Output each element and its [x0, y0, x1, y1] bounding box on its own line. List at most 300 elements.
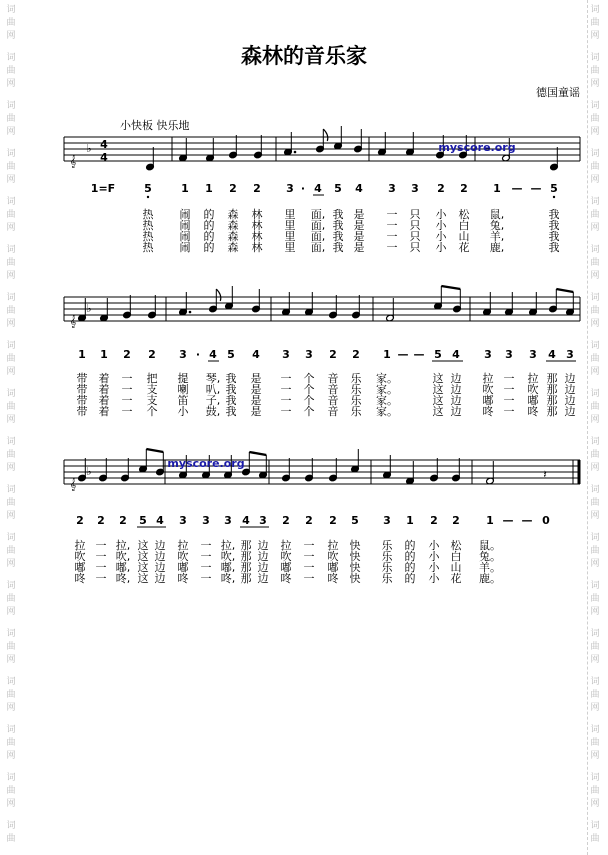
- lyric-syllable: 一: [503, 383, 515, 396]
- watermark-char: 网: [6, 127, 16, 137]
- watermark-char: 网: [6, 607, 16, 617]
- lyric-syllable: 支: [146, 394, 158, 407]
- jianpu-number: 0: [542, 514, 550, 527]
- composer-credit: 德国童谣: [536, 86, 580, 99]
- lyric-syllable: 面,: [310, 230, 326, 243]
- lyric-syllable: 热: [142, 241, 154, 254]
- low-octave-dot: [147, 196, 149, 198]
- lyric-syllable: 家。: [376, 394, 398, 407]
- lyric-syllable: 这: [432, 405, 444, 418]
- lyric-syllable: 只: [409, 241, 421, 254]
- lyric-syllable: 热: [142, 208, 154, 221]
- jianpu-number: 2: [97, 514, 105, 527]
- watermark-char: 词: [6, 149, 16, 159]
- watermark-char: 网: [6, 367, 16, 377]
- lyric-syllable: 一: [303, 561, 315, 574]
- watermark-char: 词: [590, 533, 600, 543]
- flat-key-signature: ♭: [86, 302, 92, 315]
- lyric-syllable: 一: [386, 230, 398, 243]
- watermark-char: 网: [590, 175, 600, 185]
- lyric-syllable: 兔,: [489, 219, 505, 232]
- watermark-char: 曲: [590, 66, 600, 76]
- lyric-syllable: 一: [303, 550, 315, 563]
- jianpu-number: 1: [205, 182, 213, 195]
- lyric-syllable: 个: [303, 372, 315, 385]
- jianpu-number: 3: [484, 348, 492, 361]
- lyric-syllable: 的: [404, 539, 416, 552]
- watermark-char: 网: [6, 319, 16, 329]
- lyric-syllable: 拉,: [220, 539, 236, 552]
- jianpu-number: 5: [334, 182, 342, 195]
- watermark-char: 曲: [6, 354, 16, 364]
- watermark-char: 词: [6, 437, 16, 447]
- watermark-char: 曲: [6, 738, 16, 748]
- lyric-syllable: 一: [200, 561, 212, 574]
- lyric-syllable: 的: [203, 208, 215, 221]
- lyric-syllable: 拉: [74, 539, 86, 552]
- lyric-syllable: 是: [353, 208, 365, 221]
- watermark-char: 网: [6, 559, 16, 569]
- lyric-syllable: 琴,: [205, 372, 221, 385]
- lyric-syllable: 快: [349, 561, 361, 574]
- lyric-syllable: 林: [251, 241, 263, 254]
- lyric-syllable: 那: [546, 372, 558, 385]
- lyric-syllable: 个: [303, 405, 315, 418]
- jianpu-number: —: [397, 348, 409, 361]
- lyric-syllable: 乐: [350, 372, 362, 385]
- lyric-syllable: 一: [121, 405, 133, 418]
- jianpu-number: 2: [460, 182, 468, 195]
- jianpu-number: 1: [78, 348, 86, 361]
- watermark-char: 词: [590, 581, 600, 591]
- watermark-char: 曲: [590, 402, 600, 412]
- watermark-char: 网: [6, 415, 16, 425]
- watermark-char: 网: [6, 31, 16, 41]
- lyric-syllable: 拉: [482, 372, 494, 385]
- lyric-syllable: 咚: [527, 405, 539, 418]
- lyric-syllable: 的: [404, 561, 416, 574]
- dot: [294, 151, 297, 154]
- lyric-syllable: 的: [404, 550, 416, 563]
- flat-key-signature: ♭: [86, 142, 92, 155]
- lyric-syllable: 音: [327, 394, 339, 407]
- lyric-syllable: 边: [564, 372, 576, 385]
- lyric-syllable: 咚: [177, 572, 189, 585]
- lyric-syllable: 乐: [350, 405, 362, 418]
- watermark-char: 曲: [590, 306, 600, 316]
- lyric-syllable: 这: [137, 572, 149, 585]
- lyric-syllable: 吹,: [115, 550, 131, 563]
- watermark-char: 网: [6, 703, 16, 713]
- watermark-char: 曲: [590, 18, 600, 28]
- beam: [441, 286, 460, 289]
- jianpu-number: 1: [493, 182, 501, 195]
- watermark-char: 曲: [590, 738, 600, 748]
- watermark-char: 曲: [590, 114, 600, 124]
- lyric-syllable: 羊。: [479, 561, 501, 574]
- lyric-syllable: 边: [257, 561, 269, 574]
- lyric-syllable: 我: [332, 241, 344, 254]
- watermark-char: 曲: [590, 162, 600, 172]
- lyric-syllable: 叭,: [205, 383, 221, 396]
- lyric-syllable: 是: [353, 219, 365, 232]
- lyric-syllable: 乐: [381, 561, 393, 574]
- watermark-char: 词: [6, 773, 16, 783]
- watermark-char: 网: [590, 511, 600, 521]
- lyric-syllable: 咚: [482, 405, 494, 418]
- jianpu-number: 3: [505, 348, 513, 361]
- watermark-char: 网: [590, 367, 600, 377]
- watermark-char: 网: [6, 463, 16, 473]
- watermark-char: 词: [590, 101, 600, 111]
- jianpu-number: 4: [452, 348, 460, 361]
- lyric-syllable: 羊,: [489, 230, 505, 243]
- watermark-char: 词: [590, 197, 600, 207]
- site-mark: myscore.org: [438, 141, 516, 154]
- lyric-syllable: 嘟,: [115, 561, 131, 574]
- jianpu-number: 3: [179, 348, 187, 361]
- lyric-syllable: 里: [284, 219, 296, 232]
- lyric-syllable: 的: [203, 219, 215, 232]
- lyric-syllable: 小: [428, 561, 440, 574]
- lyric-syllable: 吹: [280, 550, 292, 563]
- watermark-char: 曲: [6, 498, 16, 508]
- jianpu-number: ·: [195, 348, 201, 361]
- jianpu-number: 2: [452, 514, 460, 527]
- lyric-syllable: 一: [386, 208, 398, 221]
- jianpu-number: —: [511, 182, 523, 195]
- jianpu-number: 2: [123, 348, 131, 361]
- lyric-syllable: 是: [353, 230, 365, 243]
- lyric-syllable: 吹: [527, 383, 539, 396]
- lyric-syllable: 快: [349, 539, 361, 552]
- eighth-flag: [323, 129, 328, 141]
- lyric-syllable: 森: [227, 230, 239, 243]
- jianpu-number: 5: [434, 348, 442, 361]
- lyric-syllable: 边: [154, 572, 166, 585]
- jianpu-number: 3: [411, 182, 419, 195]
- key-signature-label: 1=F: [90, 182, 116, 195]
- lyric-syllable: 的: [404, 572, 416, 585]
- lyric-syllable: 个: [303, 383, 315, 396]
- lyric-syllable: 一: [95, 539, 107, 552]
- jianpu-number: 2: [305, 514, 313, 527]
- jianpu-number: 5: [550, 182, 558, 195]
- lyric-syllable: 鼓,: [205, 405, 221, 418]
- watermark-char: 曲: [6, 594, 16, 604]
- watermark-char: 网: [590, 751, 600, 761]
- lyric-syllable: 里: [284, 208, 296, 221]
- watermark-char: 网: [6, 751, 16, 761]
- lyric-syllable: 家。: [376, 405, 398, 418]
- jianpu-number: 4: [355, 182, 363, 195]
- watermark-char: 曲: [6, 786, 16, 796]
- lyric-syllable: 小: [435, 219, 447, 232]
- lyric-syllable: 是: [353, 241, 365, 254]
- watermark-char: 曲: [590, 210, 600, 220]
- watermark-char: 网: [590, 703, 600, 713]
- lyric-syllable: 林: [251, 219, 263, 232]
- lyric-syllable: 一: [303, 572, 315, 585]
- watermark-char: 词: [6, 53, 16, 63]
- quarter-rest-icon: 𝄽: [543, 468, 547, 481]
- lyric-syllable: 闹: [179, 219, 191, 232]
- lyric-syllable: 的: [203, 230, 215, 243]
- lyric-syllable: 嘟: [280, 561, 292, 574]
- jianpu-number: 3: [388, 182, 396, 195]
- lyric-syllable: 我: [225, 372, 237, 385]
- lyric-syllable: 提: [177, 372, 189, 385]
- lyric-syllable: 我: [225, 405, 237, 418]
- lyric-syllable: 闹: [179, 208, 191, 221]
- lyric-syllable: 那: [546, 394, 558, 407]
- beam: [146, 449, 163, 452]
- watermark-char: 词: [6, 5, 16, 15]
- lyric-syllable: 是: [250, 372, 262, 385]
- lyric-syllable: 面,: [310, 241, 326, 254]
- watermark-char: 曲: [590, 642, 600, 652]
- lyric-syllable: 小: [435, 241, 447, 254]
- jianpu-number: 5: [351, 514, 359, 527]
- low-octave-dot: [553, 196, 555, 198]
- lyric-syllable: 快: [349, 572, 361, 585]
- lyric-syllable: 森: [227, 208, 239, 221]
- page-title: 森林的音乐家: [241, 43, 367, 68]
- lyric-syllable: 里: [284, 230, 296, 243]
- jianpu-number: —: [413, 348, 425, 361]
- lyric-syllable: 边: [257, 539, 269, 552]
- watermark-char: 曲: [590, 498, 600, 508]
- lyric-syllable: 那: [240, 572, 252, 585]
- lyric-syllable: 一: [95, 550, 107, 563]
- lyric-syllable: 只: [409, 219, 421, 232]
- watermark-char: 曲: [6, 66, 16, 76]
- watermark-char: 网: [590, 799, 600, 809]
- watermark-char: 曲: [6, 642, 16, 652]
- lyric-syllable: 这: [432, 394, 444, 407]
- lyric-syllable: 一: [386, 219, 398, 232]
- treble-clef-icon: 𝄞: [69, 155, 77, 168]
- watermark-char: 词: [6, 293, 16, 303]
- lyric-syllable: 边: [450, 372, 462, 385]
- jianpu-number: 2: [282, 514, 290, 527]
- watermark-char: 词: [590, 629, 600, 639]
- lyric-syllable: 我: [225, 394, 237, 407]
- lyric-syllable: 一: [503, 405, 515, 418]
- lyric-syllable: 把: [146, 372, 158, 385]
- jianpu-number: 4: [209, 348, 217, 361]
- jianpu-number: 5: [144, 182, 152, 195]
- watermark-char: 网: [6, 271, 16, 281]
- jianpu-number: 4: [252, 348, 260, 361]
- treble-clef-icon: 𝄞: [69, 315, 77, 328]
- lyric-syllable: 支: [146, 383, 158, 396]
- lyric-syllable: 音: [327, 372, 339, 385]
- lyric-syllable: 松: [458, 208, 470, 221]
- lyric-syllable: 着: [98, 394, 110, 407]
- site-mark: myscore.org: [167, 457, 245, 470]
- lyric-syllable: 里: [284, 241, 296, 254]
- lyric-syllable: 那: [546, 383, 558, 396]
- lyric-syllable: 着: [98, 405, 110, 418]
- lyric-syllable: 一: [503, 372, 515, 385]
- lyric-syllable: 一: [121, 372, 133, 385]
- lyric-syllable: 小: [428, 572, 440, 585]
- lyric-syllable: 吹: [74, 550, 86, 563]
- beam: [249, 452, 266, 455]
- lyric-syllable: 着: [98, 383, 110, 396]
- lyric-syllable: 我: [548, 230, 560, 243]
- lyric-syllable: 边: [450, 394, 462, 407]
- jianpu-number: 2: [329, 514, 337, 527]
- lyric-syllable: 热: [142, 219, 154, 232]
- tempo-marking: 小快板 快乐地: [120, 119, 190, 132]
- lyric-syllable: 白: [458, 219, 470, 232]
- lyric-syllable: 一: [200, 550, 212, 563]
- lyric-syllable: 那: [546, 405, 558, 418]
- lyric-syllable: 家。: [376, 383, 398, 396]
- lyric-syllable: 一: [280, 405, 292, 418]
- jianpu-number: 2: [430, 514, 438, 527]
- watermark-char: 曲: [590, 834, 600, 844]
- lyric-syllable: 边: [450, 383, 462, 396]
- watermark-char: 曲: [6, 690, 16, 700]
- jianpu-number: 2: [253, 182, 261, 195]
- watermark-char: 词: [6, 821, 16, 831]
- jianpu-number: 2: [119, 514, 127, 527]
- lyric-syllable: 带: [76, 383, 88, 396]
- watermark-char: 词: [6, 533, 16, 543]
- watermark-char: 曲: [6, 402, 16, 412]
- jianpu-number: —: [521, 514, 533, 527]
- lyric-syllable: 热: [142, 230, 154, 243]
- jianpu-number: 5: [139, 514, 147, 527]
- lyric-syllable: 小: [435, 230, 447, 243]
- watermark-char: 网: [6, 655, 16, 665]
- lyric-syllable: 吹: [177, 550, 189, 563]
- watermark-char: 词: [6, 629, 16, 639]
- jianpu-number: —: [530, 182, 542, 195]
- jianpu-number: 3: [202, 514, 210, 527]
- lyric-syllable: 一: [200, 539, 212, 552]
- lyric-syllable: 拉: [280, 539, 292, 552]
- lyric-syllable: 音: [327, 383, 339, 396]
- watermark-char: 网: [590, 271, 600, 281]
- watermark-char: 词: [6, 101, 16, 111]
- lyric-syllable: 一: [121, 394, 133, 407]
- watermark-char: 网: [6, 799, 16, 809]
- watermark-char: 词: [6, 725, 16, 735]
- lyric-syllable: 边: [154, 561, 166, 574]
- lyric-syllable: 嘟,: [220, 561, 236, 574]
- lyric-syllable: 边: [450, 405, 462, 418]
- jianpu-number: 2: [329, 348, 337, 361]
- watermark-char: 曲: [590, 594, 600, 604]
- watermark-char: 词: [590, 485, 600, 495]
- lyric-syllable: 笛: [177, 394, 189, 407]
- lyric-syllable: 一: [280, 372, 292, 385]
- watermark-char: 曲: [6, 834, 16, 844]
- watermark-char: 曲: [6, 210, 16, 220]
- watermark-char: 网: [590, 559, 600, 569]
- time-signature-bottom: 4: [100, 151, 108, 164]
- lyric-syllable: 边: [154, 539, 166, 552]
- watermark-char: 曲: [6, 18, 16, 28]
- lyric-syllable: 是: [250, 405, 262, 418]
- lyric-syllable: 林: [251, 208, 263, 221]
- lyric-syllable: 松: [450, 539, 462, 552]
- jianpu-number: 3: [224, 514, 232, 527]
- lyric-syllable: 是: [250, 383, 262, 396]
- watermark-char: 网: [590, 607, 600, 617]
- watermark-char: 网: [590, 31, 600, 41]
- lyric-syllable: 咚: [280, 572, 292, 585]
- lyric-syllable: 家。: [376, 372, 398, 385]
- jianpu-number: 1: [181, 182, 189, 195]
- lyric-syllable: 小: [428, 539, 440, 552]
- lyric-syllable: 嘟: [327, 561, 339, 574]
- jianpu-number: ·: [300, 182, 306, 195]
- lyric-syllable: 这: [137, 539, 149, 552]
- watermark-char: 词: [590, 245, 600, 255]
- jianpu-number: 3: [179, 514, 187, 527]
- lyric-syllable: 拉,: [115, 539, 131, 552]
- lyric-syllable: 我: [548, 219, 560, 232]
- jianpu-number: 1: [100, 348, 108, 361]
- lyric-syllable: 快: [349, 550, 361, 563]
- watermark-char: 词: [6, 485, 16, 495]
- lyric-syllable: 带: [76, 394, 88, 407]
- watermark-char: 词: [590, 53, 600, 63]
- lyric-syllable: 咚,: [115, 572, 131, 585]
- jianpu-number: 1: [406, 514, 414, 527]
- lyric-syllable: 小: [435, 208, 447, 221]
- lyric-syllable: 一: [200, 572, 212, 585]
- lyric-syllable: 着: [98, 372, 110, 385]
- jianpu-number: 2: [76, 514, 84, 527]
- lyric-syllable: 那: [240, 561, 252, 574]
- lyric-syllable: 鹿。: [479, 572, 501, 585]
- jianpu-number: 4: [156, 514, 164, 527]
- lyric-syllable: 带: [76, 372, 88, 385]
- jianpu-number: 4: [242, 514, 250, 527]
- lyric-syllable: 拉: [177, 539, 189, 552]
- watermark-char: 网: [6, 223, 16, 233]
- lyric-syllable: 林: [251, 230, 263, 243]
- watermark-char: 曲: [6, 162, 16, 172]
- lyric-syllable: 鼠。: [479, 539, 501, 552]
- watermark-char: 网: [590, 79, 600, 89]
- watermark-char: 曲: [590, 258, 600, 268]
- lyric-syllable: 嘟: [482, 394, 494, 407]
- watermark-char: 词: [6, 581, 16, 591]
- lyric-syllable: 闹: [179, 230, 191, 243]
- lyric-syllable: 那: [240, 539, 252, 552]
- watermark-char: 网: [590, 463, 600, 473]
- jianpu-number: 3: [259, 514, 267, 527]
- lyric-syllable: 是: [250, 394, 262, 407]
- lyric-syllable: 拉: [327, 539, 339, 552]
- lyric-syllable: 兔。: [479, 550, 501, 563]
- watermark-char: 词: [6, 197, 16, 207]
- lyric-syllable: 咚: [327, 572, 339, 585]
- jianpu-number: 5: [227, 348, 235, 361]
- watermark-char: 词: [590, 5, 600, 15]
- watermark-char: 词: [590, 341, 600, 351]
- watermark-char: 网: [590, 127, 600, 137]
- lyric-syllable: 边: [257, 550, 269, 563]
- time-signature-top: 4: [100, 138, 108, 151]
